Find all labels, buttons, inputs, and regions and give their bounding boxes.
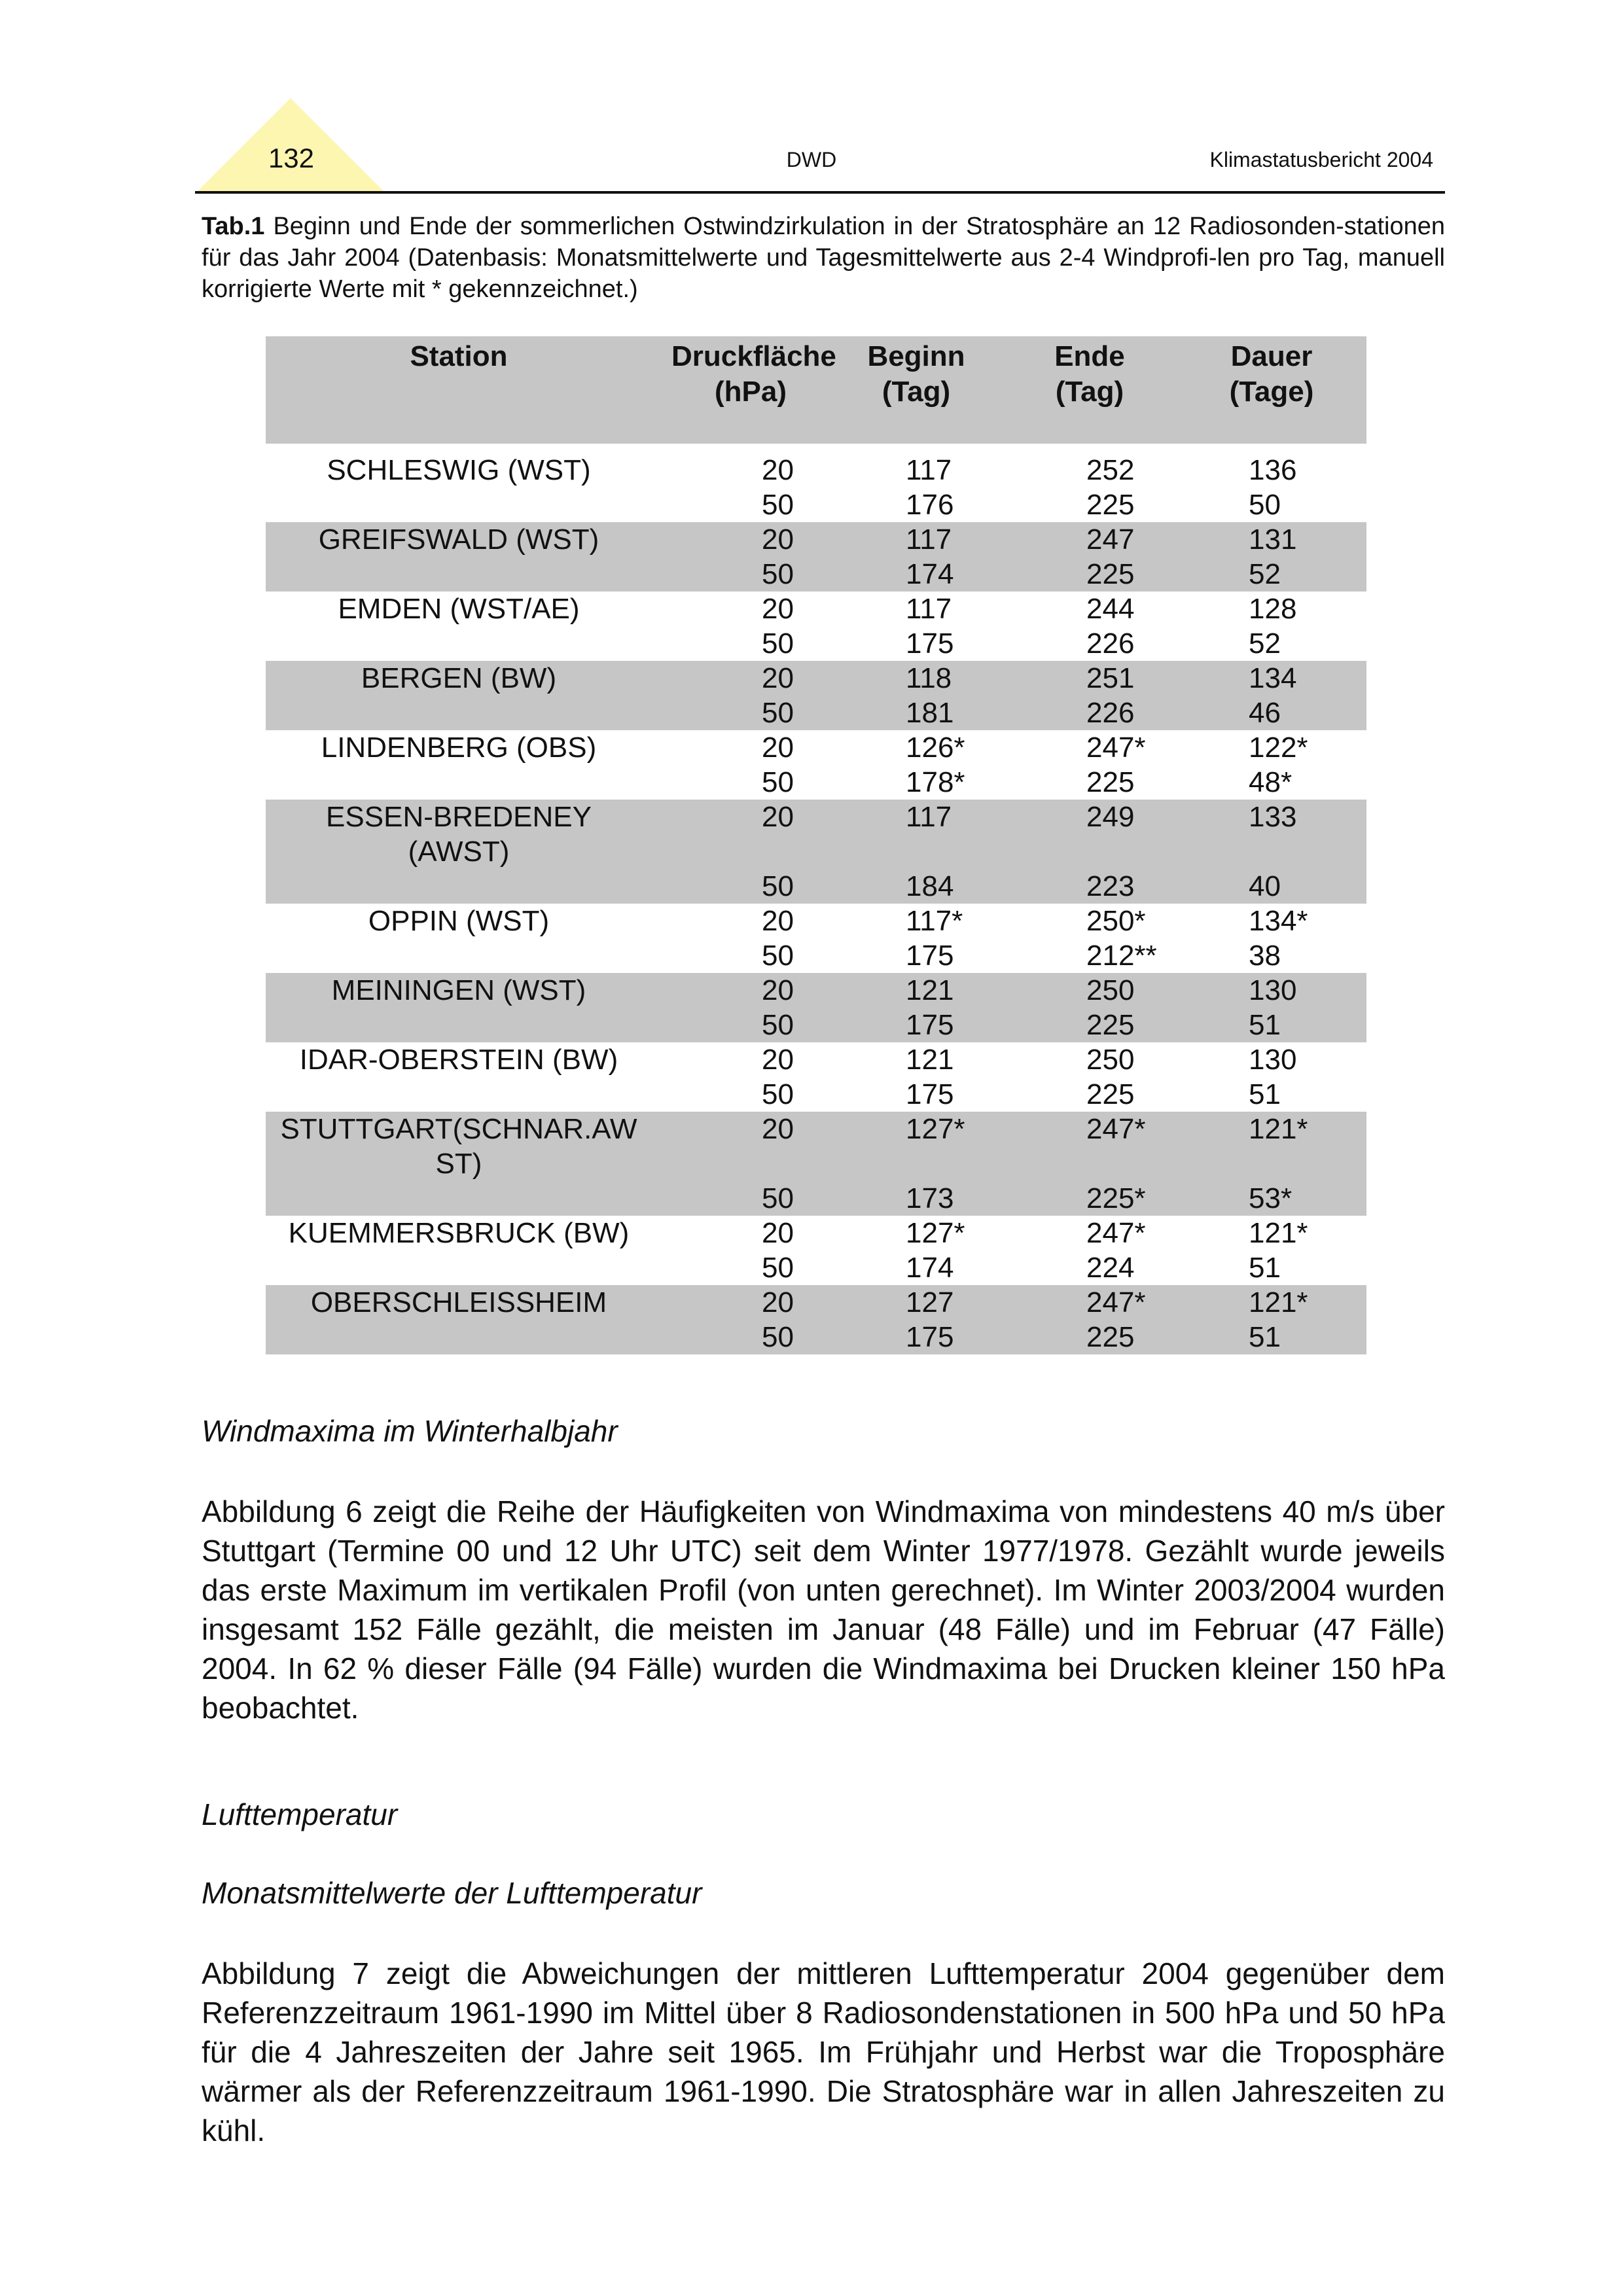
header-station: Station bbox=[266, 336, 671, 444]
table-caption bbox=[202, 211, 1445, 305]
table-row: ST) bbox=[266, 1146, 1366, 1181]
stations-table bbox=[266, 336, 1366, 1354]
table-body bbox=[266, 444, 1366, 1354]
table-row: 50 174 225 52 bbox=[266, 557, 1366, 592]
table-row: 50 175 225 51 bbox=[762, 1078, 1281, 1110]
table-header-row bbox=[266, 336, 1366, 444]
caption-text: Beginn und Ende der sommerlichen Ostwindzirkulation in der Stratosphäre an 12 Radiosonden-stationen für das Jahr 2004 (Datenbasis: Monatsmittelwerte und Tagesmittelwerte aus 2-4 Windprofi-len pro Tag, manuell korrigierte Werte mit * gekennzeichnet.) bbox=[202, 213, 1446, 303]
table-row: KUEMMERSBRUCK (BW) 20 127* 247* 121* bbox=[288, 1217, 1308, 1249]
table-row: MEININGEN (WST) 20 121 250 130 bbox=[266, 973, 1366, 1008]
heading-lufttemperatur: Lufttemperatur bbox=[202, 1797, 398, 1831]
heading-windmaxima: Windmaxima im Winterhalbjahr bbox=[202, 1414, 618, 1448]
table-row: ESSEN-BREDENEY 20 117 249 133 bbox=[266, 800, 1366, 834]
table-row: STUTTGART(SCHNAR.AW 20 127* 247* 121* bbox=[266, 1112, 1366, 1146]
table-row: 50 175 226 52 bbox=[762, 627, 1281, 660]
table-row: EMDEN (WST/AE) 20 117 244 128 bbox=[338, 593, 1297, 625]
running-header-publisher: DWD bbox=[786, 148, 837, 171]
caption-label: Tab.1 bbox=[202, 213, 265, 240]
table-row: BERGEN (BW) 20 118 251 134 bbox=[266, 661, 1366, 696]
table-row: 50 175 212** 38 bbox=[762, 940, 1281, 972]
running-header-title: Klimastatusbericht 2004 bbox=[1209, 148, 1433, 171]
header-druckflaeche: Druckfläche (hPa) bbox=[671, 336, 830, 444]
paragraph-monatsmittelwerte: Abbildung 7 zeigt die Abweichungen der mittleren Lufttemperatur 2004 gegenüber dem Referenzzeitraum 1961-1990 im Mittel über 8 Radiosondenstationen in 500 hPa und 50 hPa für die 4 Jahreszeiten der Jahre seit 1965. Im Frühjahr und Herbst war die Troposphäre wärmer als der Referenzzeitraum 1961-1990. Die Stratosphäre war in allen Jahreszeiten zu kühl. bbox=[202, 1956, 1445, 2147]
table-row: 50 173 225* 53* bbox=[266, 1181, 1366, 1216]
table-row: 50 181 226 46 bbox=[266, 696, 1366, 730]
table-row: LINDENBERG (OBS) 20 126* 247* 122* bbox=[321, 732, 1308, 764]
table-row: 50 178* 225 48* bbox=[762, 766, 1293, 798]
paragraph-windmaxima: Abbildung 6 zeigt die Reihe der Häufigkeiten von Windmaxima von mindestens 40 m/s über Stuttgart (Termine 00 und 12 Uhr UTC) seit dem Winter 1977/1978. Gezählt wurde jeweils das erste Maximum im vertikalen Profil (von unten gerechnet). Im Winter 2003/2004 wurden insgesamt 152 Fälle gezählt, die meisten im Januar (48 Fälle) und im Februar (47 Fälle) 2004. In 62 % dieser Fälle (94 Fälle) wurden die Windmaxima bei Drucken kleiner 150 hPa beobachtet. bbox=[202, 1494, 1445, 1725]
table-row: GREIFSWALD (WST) 20 117 247 131 bbox=[266, 522, 1366, 557]
header-beginn: Beginn (Tag) bbox=[830, 336, 1003, 444]
header-dauer: Dauer (Tage) bbox=[1177, 336, 1366, 444]
heading-monatsmittelwerte: Monatsmittelwerte der Lufttemperatur bbox=[202, 1876, 702, 1910]
header-ende: Ende (Tag) bbox=[1003, 336, 1177, 444]
table-row: IDAR-OBERSTEIN (BW) 20 121 250 130 bbox=[299, 1044, 1297, 1076]
table-row: 50 174 224 51 bbox=[762, 1252, 1281, 1284]
stations-table-wrapper bbox=[266, 336, 1366, 1354]
table-row: (AWST) bbox=[266, 834, 1366, 869]
table-row: 50 175 225 51 bbox=[266, 1008, 1366, 1042]
table-row: SCHLESWIG (WST) 20 117 252 136 bbox=[327, 454, 1297, 486]
table-row: 50 176 225 50 bbox=[762, 489, 1281, 521]
table-row: OPPIN (WST) 20 117* 250* 134* bbox=[368, 905, 1308, 937]
page-number: 132 bbox=[268, 143, 315, 173]
header-rule bbox=[195, 191, 1445, 194]
table-row: OBERSCHLEISSHEIM 20 127 247* 121* bbox=[266, 1285, 1366, 1320]
table-row: 50 184 223 40 bbox=[266, 869, 1366, 904]
table-row: 50 175 225 51 bbox=[266, 1320, 1366, 1354]
table-spacer-row bbox=[266, 444, 1366, 453]
